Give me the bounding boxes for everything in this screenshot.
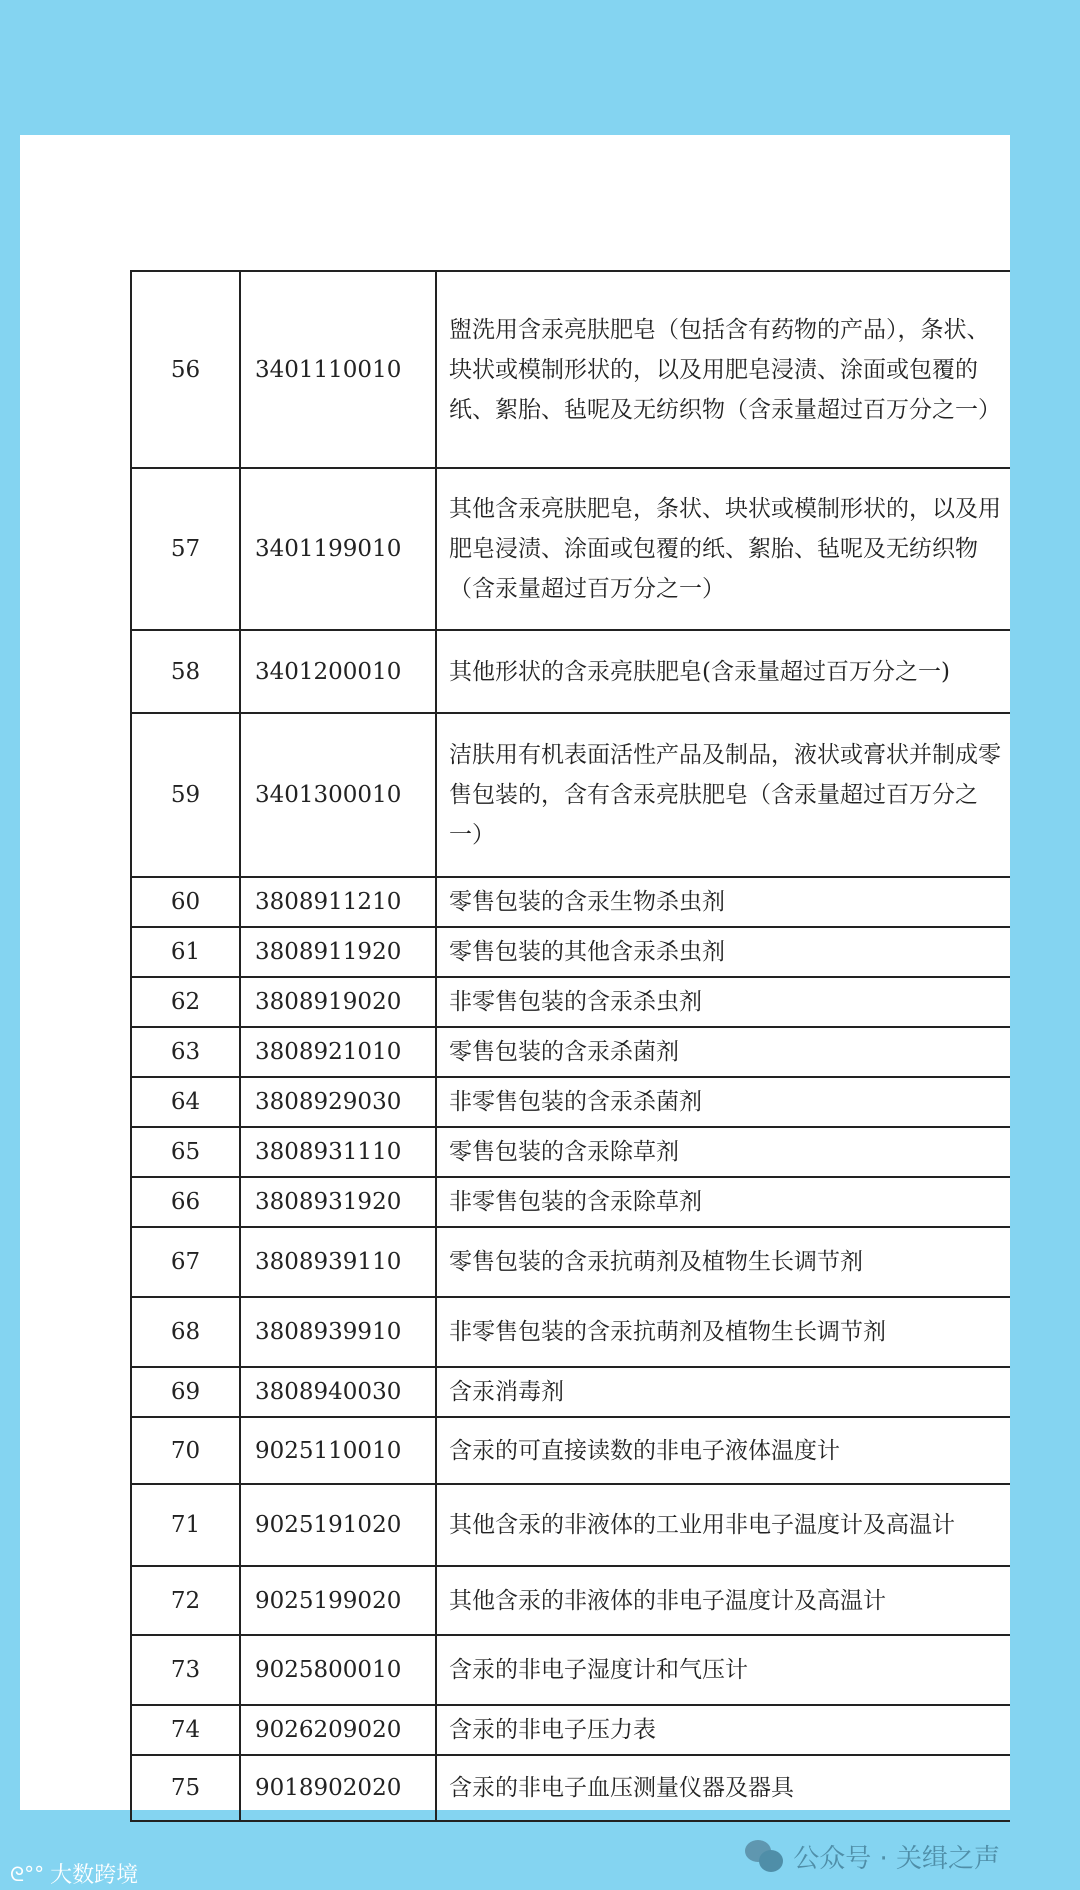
row-number: 68: [131, 1297, 240, 1367]
product-description: 其他含汞亮肤肥皂，条状、块状或模制形状的，以及用肥皂浸渍、涂面或包覆的纸、絮胎、毡呢及无纺织物（含汞量超过百万分之一）: [436, 468, 1010, 630]
table-row: [131, 468, 1010, 630]
hs-code: 3808939910: [240, 1297, 436, 1367]
watermark-text: 公众号 · 关缉之声: [793, 1844, 1000, 1874]
row-number: 59: [131, 713, 240, 877]
table-row: [131, 1635, 1010, 1705]
hs-code: 9018902020: [240, 1755, 436, 1821]
hs-code: 3808931920: [240, 1177, 436, 1227]
row-number: 64: [131, 1077, 240, 1127]
product-description: 其他含汞的非液体的非电子温度计及高温计: [436, 1566, 1010, 1635]
hs-code: 3808919020: [240, 977, 436, 1027]
wechat-watermark: [745, 1838, 1000, 1875]
table-row: [131, 1705, 1010, 1755]
product-description: 含汞的可直接读数的非电子液体温度计: [436, 1417, 1010, 1484]
hs-code: 3808911210: [240, 877, 436, 927]
hs-code: 3401300010: [240, 713, 436, 877]
product-description: 含汞的非电子湿度计和气压计: [436, 1635, 1010, 1705]
product-description: 非零售包装的含汞杀虫剂: [436, 977, 1010, 1027]
product-description: 含汞的非电子压力表: [436, 1705, 1010, 1755]
logo-icon: ᘓ°°: [10, 1861, 45, 1886]
hs-code: 3808931110: [240, 1127, 436, 1177]
row-number: 61: [131, 927, 240, 977]
table-row: [131, 927, 1010, 977]
table-row: [131, 1417, 1010, 1484]
table-row: [131, 877, 1010, 927]
row-number: 65: [131, 1127, 240, 1177]
hs-code: 9025191020: [240, 1484, 436, 1566]
row-number: 60: [131, 877, 240, 927]
row-number: 67: [131, 1227, 240, 1297]
table-row: [131, 977, 1010, 1027]
hs-code: 3401110010: [240, 271, 436, 468]
row-number: 69: [131, 1367, 240, 1417]
product-description: 非零售包装的含汞除草剂: [436, 1177, 1010, 1227]
hs-code: 3808939110: [240, 1227, 436, 1297]
row-number: 66: [131, 1177, 240, 1227]
product-description: 洁肤用有机表面活性产品及制品，液状或膏状并制成零售包装的，含有含汞亮肤肥皂（含汞量超过百万分之一）: [436, 713, 1010, 877]
table-row: [131, 271, 1010, 468]
brand-logo: [10, 1858, 138, 1889]
row-number: 62: [131, 977, 240, 1027]
product-description: 其他形状的含汞亮肤肥皂(含汞量超过百万分之一): [436, 630, 1010, 713]
row-number: 72: [131, 1566, 240, 1635]
hs-code: 3401199010: [240, 468, 436, 630]
hs-code: 9026209020: [240, 1705, 436, 1755]
row-number: 70: [131, 1417, 240, 1484]
row-number: 75: [131, 1755, 240, 1821]
hs-code: 3808921010: [240, 1027, 436, 1077]
table-row: [131, 713, 1010, 877]
product-description: 零售包装的含汞杀菌剂: [436, 1027, 1010, 1077]
row-number: 63: [131, 1027, 240, 1077]
logo-text: 大数跨境: [50, 1863, 139, 1888]
hs-code-table: [130, 270, 1010, 1822]
row-number: 56: [131, 271, 240, 468]
table-row: [131, 1755, 1010, 1821]
product-description: 零售包装的含汞抗萌剂及植物生长调节剂: [436, 1227, 1010, 1297]
product-description: 其他含汞的非液体的工业用非电子温度计及高温计: [436, 1484, 1010, 1566]
table-row: [131, 1177, 1010, 1227]
row-number: 73: [131, 1635, 240, 1705]
row-number: 71: [131, 1484, 240, 1566]
table-row: [131, 1484, 1010, 1566]
table-row: [131, 1566, 1010, 1635]
table-row: [131, 630, 1010, 713]
table-row: [131, 1127, 1010, 1177]
hs-code: 3808940030: [240, 1367, 436, 1417]
hs-code: 3401200010: [240, 630, 436, 713]
row-number: 74: [131, 1705, 240, 1755]
product-description: 零售包装的其他含汞杀虫剂: [436, 927, 1010, 977]
row-number: 58: [131, 630, 240, 713]
table-row: [131, 1297, 1010, 1367]
product-description: 非零售包装的含汞抗萌剂及植物生长调节剂: [436, 1297, 1010, 1367]
hs-code: 9025800010: [240, 1635, 436, 1705]
table-row: [131, 1027, 1010, 1077]
hs-code: 9025199020: [240, 1566, 436, 1635]
row-number: 57: [131, 468, 240, 630]
wechat-icon: [745, 1840, 785, 1874]
table-row: [131, 1367, 1010, 1417]
product-description: 含汞消毒剂: [436, 1367, 1010, 1417]
table-row: [131, 1227, 1010, 1297]
hs-code: 3808929030: [240, 1077, 436, 1127]
product-description: 盥洗用含汞亮肤肥皂（包括含有药物的产品），条状、块状或模制形状的，以及用肥皂浸渍、涂面或包覆的纸、絮胎、毡呢及无纺织物（含汞量超过百万分之一）: [436, 271, 1010, 468]
hs-code: 9025110010: [240, 1417, 436, 1484]
table-row: [131, 1077, 1010, 1127]
product-description: 含汞的非电子血压测量仪器及器具: [436, 1755, 1010, 1821]
product-description: 零售包装的含汞除草剂: [436, 1127, 1010, 1177]
product-description: 非零售包装的含汞杀菌剂: [436, 1077, 1010, 1127]
hs-code: 3808911920: [240, 927, 436, 977]
product-description: 零售包装的含汞生物杀虫剂: [436, 877, 1010, 927]
